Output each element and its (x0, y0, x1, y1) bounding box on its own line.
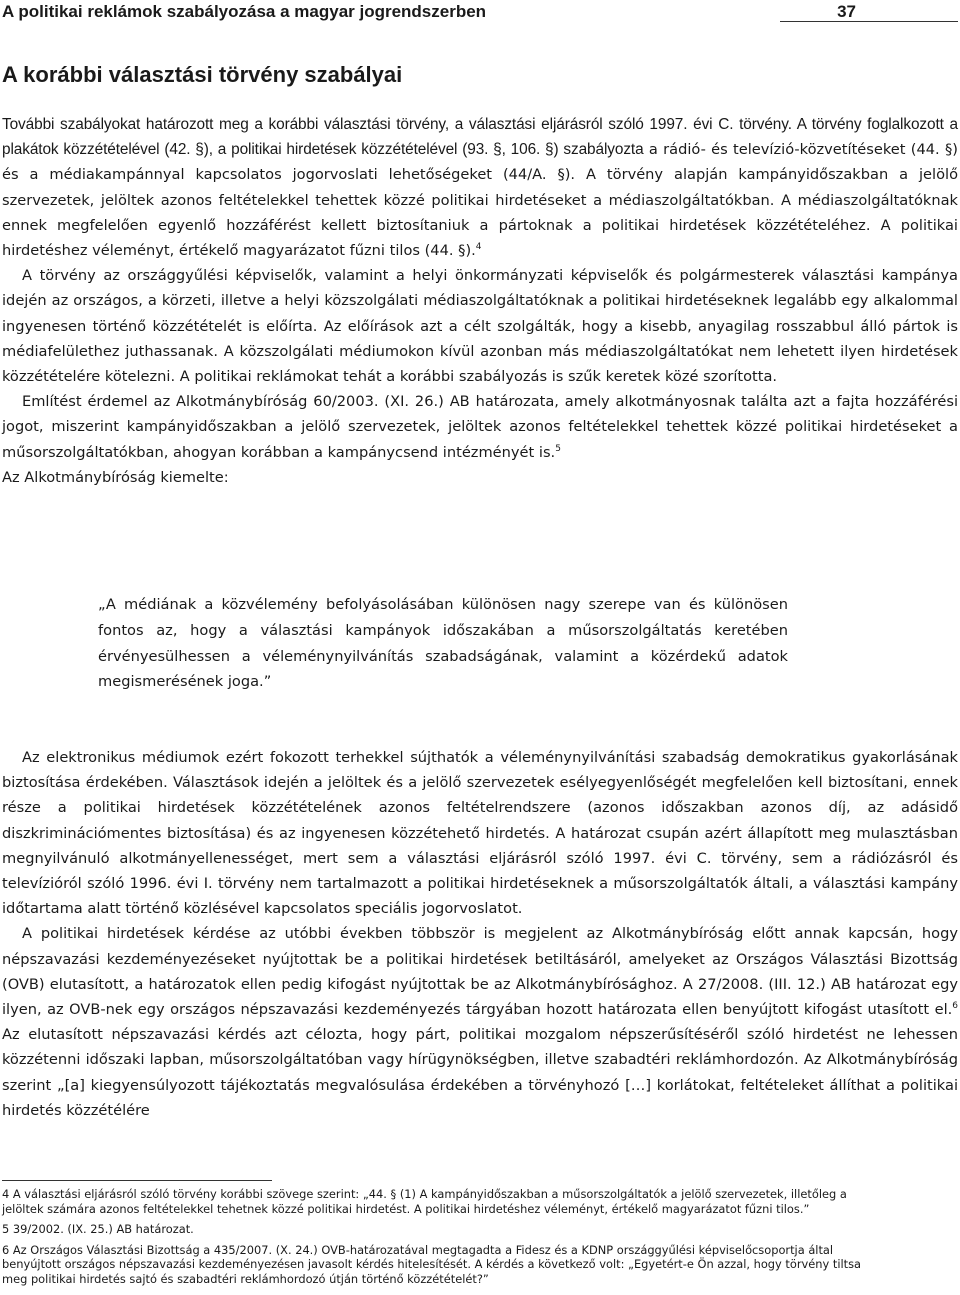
paragraph-6-text-b: Az elutasított népszavazási kérdés azt célozta, hogy párt, politikai mozgalom népszerűsítéséről szóló hirdetést ne lehessen közzétenni időszaki lapban, műsorszolgáltatóban vagy hírügynökségben, illetve szabadtéri reklámhordozón. Az Alkotmánybíróság szerint „[a] kiegyensúlyozott tájékoztatás megvalósulása érdekében a törvényhozó […] korlátokat, feltételeket állíthat a politikai hirdetés közzétélére (2, 1026, 958, 1119)
paragraph-6-text-a: A politikai hirdetések kérdése az utóbbi években többször is megjelent az Alkotmánybíróság előtt annak kapcsán, hogy népszavazási kezdeményezéseket nyújtottak be a politikai hirdetések betiltásáról, amelyeket az Országos Választási Bizottság (OVB) elutasított, a határozatok ellen pedig kifogást nyújtottak be az Alkotmánybírósághoz. A 27/2008. (III. 12.) AB határozat egy ilyen, az OVB-nek egy országos népszavazási kezdeményezés tárgyában hozott határozata ellen benyújtott kifogást utasított el. (2, 925, 958, 1019)
page-header (0, 0, 960, 26)
footnote-4: 4 A választási eljárásról szóló törvény korábbi szövege szerint: „44. § (1) A kampányidőszakban a műsorszolgáltatók a jelölő szervezetek, illetőleg a jelöltek számára azonos feltételekkel tehetnek közzé politikai hirdetést. A politikai hirdetéshez véleményt, értékelő magyarázatot fűzni tilos.” (2, 1187, 847, 1216)
body-text-continued (2, 745, 958, 1123)
footnote-6: 6 Az Országos Választási Bizottság a 435/2007. (X. 24.) OVB-határozatával megtagadta a Fidesz és a KDNP országgyűlési képviselőcsoportja által benyújtott országos népszavazási kezdeményezésen javasolt kérdés hitelesítését. A kérdés a következő volt: „Egyetért-e Ön azzal, hogy törvény tiltsa meg politikai hirdetés sajtó és szabadtéri reklámhordozó útján történő közzétételét?” (2, 1242, 862, 1286)
footnote-ref-5: 5 (555, 443, 561, 454)
paragraph-1-rest: a rádió- és televízió-közvetítéseket (44. §) és a médiakampánnyal kapcsolatos jogorvoslati lehetőségeket (44/A. §). A törvény alapján kampányidőszakban a jelölő szervezetek, jelöltek azonos feltételekkel tehettek közzé politikai hirdetéseket a médiaszolgáltatókban. A médiaszolgáltatóknak ennek megfelelően egyenlő hozzáférést kellett biztosítaniuk a pártoknak a politikai hirdetések közzétételéhez. A politikai hirdetéshez véleményt, értékelő magyarázatot fűzni tilos (44. §). (2, 141, 958, 260)
footnotes (2, 1187, 862, 1293)
footnote-ref-6: 6 (952, 1001, 958, 1012)
block-quote (98, 592, 788, 695)
footnote-ref-4: 4 (475, 242, 482, 253)
running-title: A politikai reklámok szabályozása a magyar jogrendszerben (2, 2, 487, 21)
page-number: 37 (837, 2, 856, 21)
section-title: A korábbi választási törvény szabályai (2, 62, 403, 87)
paragraph-4: Az Alkotmánybíróság kiemelte: (2, 468, 229, 486)
paragraph-1 (2, 112, 958, 263)
body-text (2, 112, 958, 490)
footnote-rule (2, 1180, 272, 1181)
header-rule (780, 21, 958, 22)
paragraph-5: Az elektronikus médiumok ezért fokozott terhekkel sújthatók a véleménynyilvánítási szabadság demokratikus gyakorlásának biztosítása érdekében. Választások idején a jelöltek és a jelölő szervezetek esélyegyenlőségét megfelelően kell biztosítani, ennek része a politikai hirdetések közzétételének azonos feltételrendszere (azonos időszakban azonos díj, az adásidő diszkriminációmentes biztosítása) és az ingyenesen közzétehető hirdetés. A határozat csupán azért állapított meg mulasztásban megnyilvánuló alkotmányellenességet, mert sem a választási eljárásról szóló 1997. évi C. törvény, sem a rádiózásról és televízióról szóló 1996. évi I. törvény nem tartalmazott a politikai hirdetéseknek a műsorszolgáltatók általi, a választási kampány időtartama alatt történő közlésével kapcsolatos speciális jogorvoslatot. (2, 749, 958, 918)
paragraph-2: A törvény az országgyűlési képviselők, valamint a helyi önkormányzati képviselők és polgármesterek választási kampánya idején az országos, a körzeti, illetve a helyi közszolgálati médiaszolgáltatóknak a politikai hirdetéseknek legalább egy alkalommal ingyenesen történő közzétételét is előírta. Az előírások azt a célt szolgálták, hogy a kisebb, anyagilag rosszabbul álló pártok is médiafelülethez juthassanak. A közszolgálati médiumokon kívül azonban más médiaszolgáltatókat nem lehetett ilyen hirdetések közzétételére kötelezni. A politikai reklámokat tehát a korábbi szabályozás is szűk keretek közé szorította. (2, 267, 958, 386)
paragraph-1-lead: További szabályokat határozott meg a korábbi választási törvény, a választási eljárásról szóló 1997. évi C. törvény. A törvény foglalkozott a plakátok közzétételével (42. §), a politikai hirdetések közzétételével (93. §, 106. §) szabályozta (2, 116, 958, 159)
quote-text: „A médiának a közvélemény befolyásolásában különösen nagy szerepe van és különösen fontos az, hogy a választási kampányok időszakában a műsorszolgáltatás keretében érvényesülhessen a véleménynyilvánítás szabadságának, valamint a közérdekű adatok megismerésének joga.” (98, 596, 788, 691)
footnote-5: 5 39/2002. (IX. 25.) AB határozat. (2, 1222, 194, 1237)
paragraph-3-text: Említést érdemel az Alkotmánybíróság 60/2003. (XI. 26.) AB határozata, amely alkotmányosnak találta azt a fajta hozzáférési jogot, miszerint kampányidőszakban a jelölő szervezetek, jelöltek azonos feltételekkel tehettek közzé politikai hirdetéseket a műsorszolgáltatókban, ahogyan korábban a kampánycsend intézményét is. (2, 393, 958, 461)
paragraph-6 (2, 921, 958, 1123)
paragraph-3 (2, 389, 958, 465)
